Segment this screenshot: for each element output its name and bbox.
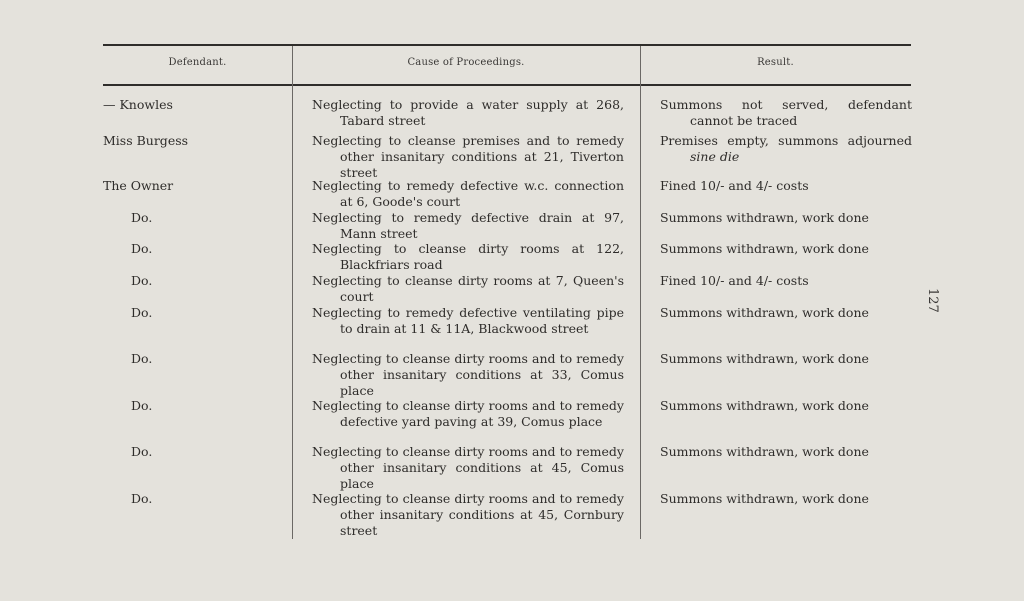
result-cell: Summons withdrawn, work done: [660, 351, 869, 366]
result-cell: Summons withdrawn, work done: [660, 444, 869, 459]
cause-cell: Neglecting to cleanse dirty rooms at 7, Queen's court: [312, 273, 624, 304]
header-defendant: Defendant.: [168, 57, 227, 68]
cause-cell: Neglecting to remedy defective drain at 97, Mann street: [312, 210, 624, 241]
result-cell: Summons not served, defendant cannot be traced: [660, 97, 912, 128]
defendant-cell: Do.: [131, 444, 153, 459]
header-cause: Cause of Proceedings.: [407, 57, 525, 68]
cause-cell: Neglecting to cleanse dirty rooms and to remedy other insanitary conditions at 45, Comus place: [312, 444, 624, 491]
result-cell: Fined 10/- and 4/- costs: [660, 178, 809, 193]
result-cell: Summons withdrawn, work done: [660, 491, 869, 506]
cause-cell: Neglecting to cleanse premises and to remedy other insanitary conditions at 21, Tiverton street: [312, 133, 624, 180]
result-cell: Summons withdrawn, work done: [660, 241, 869, 256]
defendant-cell: Do.: [131, 210, 153, 225]
page-number: 127: [925, 288, 940, 313]
cause-cell: Neglecting to cleanse dirty rooms and to remedy other insanitary conditions at 33, Comus place: [312, 351, 624, 398]
result-italic-text: sine die: [690, 149, 740, 164]
cause-cell: Neglecting to cleanse dirty rooms and to remedy defective yard paving at 39, Comus place: [312, 398, 624, 429]
defendant-cell: Do.: [131, 273, 153, 288]
cause-cell: Neglecting to cleanse dirty rooms and to remedy other insanitary conditions at 45, Cornbury street: [312, 491, 624, 538]
cause-cell: Neglecting to cleanse dirty rooms at 122, Blackfriars road: [312, 241, 624, 272]
table-top-rule: [103, 44, 911, 46]
result-cell: Summons withdrawn, work done: [660, 305, 869, 320]
defendant-cell: Do.: [131, 491, 153, 506]
header-result: Result.: [757, 57, 794, 68]
column-divider: [292, 46, 293, 539]
result-cell: [660, 133, 912, 165]
cause-cell: Neglecting to remedy defective w.c. connection at 6, Goode's court: [312, 178, 624, 209]
result-text: Premises empty, summons adjourned: [660, 133, 912, 148]
cause-cell: Neglecting to provide a water supply at 268, Tabard street: [312, 97, 624, 128]
result-cell: Summons withdrawn, work done: [660, 398, 869, 413]
defendant-cell: Do.: [131, 305, 153, 320]
defendant-cell: Do.: [131, 241, 153, 256]
table-header-rule: [103, 84, 911, 86]
defendant-cell: — Knowles: [103, 97, 173, 112]
result-cell: Fined 10/- and 4/- costs: [660, 273, 809, 288]
column-divider: [640, 46, 641, 539]
cause-cell: Neglecting to remedy defective ventilating pipe to drain at 11 & 11A, Blackwood street: [312, 305, 624, 336]
defendant-cell: The Owner: [103, 178, 174, 193]
defendant-cell: Do.: [131, 351, 153, 366]
result-cell: Summons withdrawn, work done: [660, 210, 869, 225]
defendant-cell: Miss Burgess: [103, 133, 189, 148]
defendant-cell: Do.: [131, 398, 153, 413]
